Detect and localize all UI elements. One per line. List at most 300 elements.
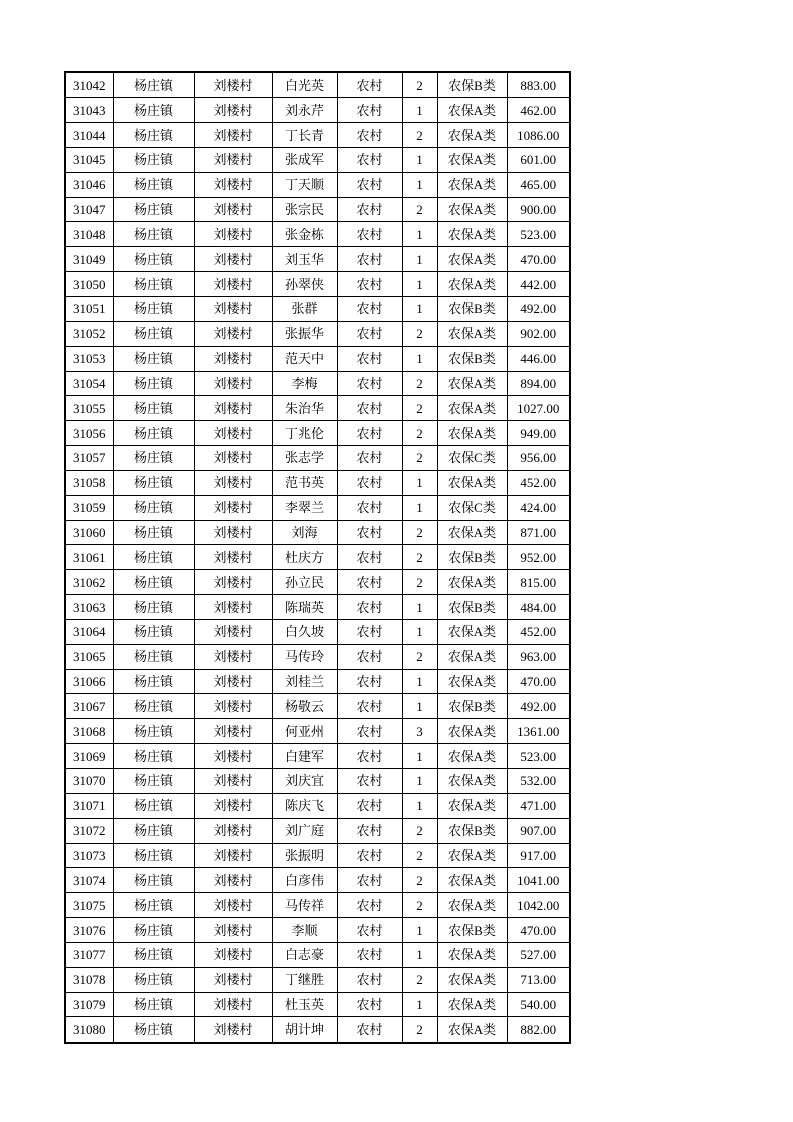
cell-amount: 471.00 [507, 793, 570, 818]
cell-insurance-category: 农保A类 [437, 570, 507, 595]
cell-residence-type: 农村 [337, 619, 402, 644]
table-row [65, 570, 570, 595]
table-body [65, 72, 570, 1043]
cell-village: 刘楼村 [194, 197, 272, 222]
cell-record-id: 31051 [65, 296, 113, 321]
table-row [65, 769, 570, 794]
cell-record-id: 31057 [65, 446, 113, 471]
cell-insurance-category: 农保A类 [437, 421, 507, 446]
cell-town: 杨庄镇 [113, 992, 194, 1017]
cell-residence-type: 农村 [337, 719, 402, 744]
cell-residence-type: 农村 [337, 992, 402, 1017]
cell-village: 刘楼村 [194, 818, 272, 843]
cell-residence-type: 农村 [337, 843, 402, 868]
cell-person-count: 2 [402, 421, 437, 446]
cell-amount: 871.00 [507, 520, 570, 545]
cell-town: 杨庄镇 [113, 470, 194, 495]
cell-village: 刘楼村 [194, 992, 272, 1017]
cell-village: 刘楼村 [194, 967, 272, 992]
cell-residence-type: 农村 [337, 346, 402, 371]
cell-town: 杨庄镇 [113, 967, 194, 992]
cell-residence-type: 农村 [337, 222, 402, 247]
cell-record-id: 31068 [65, 719, 113, 744]
cell-person-name: 刘广庭 [272, 818, 337, 843]
cell-person-count: 1 [402, 470, 437, 495]
cell-insurance-category: 农保B类 [437, 545, 507, 570]
cell-amount: 713.00 [507, 967, 570, 992]
cell-record-id: 31063 [65, 595, 113, 620]
cell-town: 杨庄镇 [113, 123, 194, 148]
cell-record-id: 31055 [65, 396, 113, 421]
cell-person-name: 白彦伟 [272, 868, 337, 893]
cell-amount: 882.00 [507, 1017, 570, 1043]
cell-record-id: 31062 [65, 570, 113, 595]
cell-residence-type: 农村 [337, 197, 402, 222]
cell-insurance-category: 农保A类 [437, 967, 507, 992]
table-row [65, 321, 570, 346]
cell-person-count: 2 [402, 843, 437, 868]
cell-amount: 900.00 [507, 197, 570, 222]
cell-person-count: 1 [402, 247, 437, 272]
cell-village: 刘楼村 [194, 868, 272, 893]
cell-insurance-category: 农保A类 [437, 98, 507, 123]
cell-record-id: 31065 [65, 644, 113, 669]
cell-amount: 424.00 [507, 495, 570, 520]
cell-town: 杨庄镇 [113, 893, 194, 918]
cell-record-id: 31058 [65, 470, 113, 495]
cell-person-name: 杜玉英 [272, 992, 337, 1017]
cell-insurance-category: 农保B类 [437, 818, 507, 843]
cell-record-id: 31053 [65, 346, 113, 371]
table-row [65, 272, 570, 297]
cell-person-name: 张成军 [272, 147, 337, 172]
cell-town: 杨庄镇 [113, 769, 194, 794]
cell-person-count: 1 [402, 595, 437, 620]
cell-insurance-category: 农保A类 [437, 147, 507, 172]
cell-person-count: 1 [402, 172, 437, 197]
cell-residence-type: 农村 [337, 520, 402, 545]
cell-insurance-category: 农保A类 [437, 893, 507, 918]
cell-person-name: 丁兆伦 [272, 421, 337, 446]
cell-person-name: 白久坡 [272, 619, 337, 644]
cell-town: 杨庄镇 [113, 570, 194, 595]
cell-village: 刘楼村 [194, 172, 272, 197]
cell-insurance-category: 农保A类 [437, 669, 507, 694]
cell-person-name: 刘玉华 [272, 247, 337, 272]
cell-record-id: 31072 [65, 818, 113, 843]
cell-person-name: 张金栋 [272, 222, 337, 247]
cell-town: 杨庄镇 [113, 321, 194, 346]
cell-person-count: 2 [402, 818, 437, 843]
cell-person-name: 丁天顺 [272, 172, 337, 197]
cell-town: 杨庄镇 [113, 197, 194, 222]
cell-person-name: 何亚州 [272, 719, 337, 744]
cell-amount: 963.00 [507, 644, 570, 669]
cell-village: 刘楼村 [194, 619, 272, 644]
table-row [65, 669, 570, 694]
cell-record-id: 31069 [65, 744, 113, 769]
cell-insurance-category: 农保A类 [437, 992, 507, 1017]
table-row [65, 992, 570, 1017]
table-row [65, 421, 570, 446]
cell-village: 刘楼村 [194, 247, 272, 272]
cell-amount: 470.00 [507, 669, 570, 694]
cell-amount: 442.00 [507, 272, 570, 297]
cell-record-id: 31066 [65, 669, 113, 694]
cell-residence-type: 农村 [337, 918, 402, 943]
table-row [65, 222, 570, 247]
table-row [65, 644, 570, 669]
cell-insurance-category: 农保B类 [437, 72, 507, 98]
cell-village: 刘楼村 [194, 321, 272, 346]
cell-person-name: 孙翠侠 [272, 272, 337, 297]
cell-residence-type: 农村 [337, 495, 402, 520]
cell-town: 杨庄镇 [113, 719, 194, 744]
cell-village: 刘楼村 [194, 793, 272, 818]
cell-residence-type: 农村 [337, 470, 402, 495]
cell-amount: 523.00 [507, 222, 570, 247]
cell-person-name: 胡计坤 [272, 1017, 337, 1043]
cell-village: 刘楼村 [194, 669, 272, 694]
table-row [65, 172, 570, 197]
cell-residence-type: 农村 [337, 296, 402, 321]
cell-village: 刘楼村 [194, 694, 272, 719]
cell-town: 杨庄镇 [113, 1017, 194, 1043]
cell-residence-type: 农村 [337, 644, 402, 669]
cell-village: 刘楼村 [194, 421, 272, 446]
cell-amount: 1042.00 [507, 893, 570, 918]
cell-person-name: 陈瑞英 [272, 595, 337, 620]
cell-record-id: 31042 [65, 72, 113, 98]
cell-amount: 470.00 [507, 918, 570, 943]
cell-record-id: 31043 [65, 98, 113, 123]
cell-insurance-category: 农保C类 [437, 446, 507, 471]
cell-person-count: 1 [402, 98, 437, 123]
cell-record-id: 31044 [65, 123, 113, 148]
table-row [65, 147, 570, 172]
cell-village: 刘楼村 [194, 595, 272, 620]
cell-town: 杨庄镇 [113, 793, 194, 818]
cell-insurance-category: 农保A类 [437, 719, 507, 744]
cell-amount: 484.00 [507, 595, 570, 620]
cell-town: 杨庄镇 [113, 272, 194, 297]
cell-person-count: 1 [402, 346, 437, 371]
cell-record-id: 31061 [65, 545, 113, 570]
table-row [65, 619, 570, 644]
cell-amount: 902.00 [507, 321, 570, 346]
cell-person-name: 杜庆方 [272, 545, 337, 570]
cell-record-id: 31071 [65, 793, 113, 818]
cell-town: 杨庄镇 [113, 843, 194, 868]
cell-person-count: 2 [402, 396, 437, 421]
cell-residence-type: 农村 [337, 371, 402, 396]
cell-insurance-category: 农保A类 [437, 222, 507, 247]
cell-village: 刘楼村 [194, 570, 272, 595]
table-row [65, 296, 570, 321]
cell-person-name: 张振华 [272, 321, 337, 346]
cell-village: 刘楼村 [194, 371, 272, 396]
cell-insurance-category: 农保A类 [437, 396, 507, 421]
cell-record-id: 31076 [65, 918, 113, 943]
cell-person-name: 刘海 [272, 520, 337, 545]
cell-insurance-category: 农保A类 [437, 371, 507, 396]
table-row [65, 371, 570, 396]
cell-insurance-category: 农保A类 [437, 172, 507, 197]
cell-person-name: 张振明 [272, 843, 337, 868]
cell-person-count: 2 [402, 446, 437, 471]
cell-amount: 815.00 [507, 570, 570, 595]
cell-village: 刘楼村 [194, 893, 272, 918]
cell-residence-type: 农村 [337, 72, 402, 98]
cell-town: 杨庄镇 [113, 296, 194, 321]
table-row [65, 247, 570, 272]
table-row [65, 967, 570, 992]
cell-person-count: 1 [402, 769, 437, 794]
cell-village: 刘楼村 [194, 396, 272, 421]
table-row [65, 72, 570, 98]
cell-person-count: 1 [402, 147, 437, 172]
cell-person-count: 2 [402, 644, 437, 669]
cell-town: 杨庄镇 [113, 942, 194, 967]
cell-residence-type: 农村 [337, 147, 402, 172]
cell-person-count: 2 [402, 197, 437, 222]
table-row [65, 793, 570, 818]
cell-residence-type: 农村 [337, 868, 402, 893]
table-row [65, 893, 570, 918]
cell-amount: 883.00 [507, 72, 570, 98]
cell-residence-type: 农村 [337, 595, 402, 620]
cell-person-name: 范书英 [272, 470, 337, 495]
table-row [65, 818, 570, 843]
cell-town: 杨庄镇 [113, 172, 194, 197]
cell-town: 杨庄镇 [113, 98, 194, 123]
cell-record-id: 31079 [65, 992, 113, 1017]
cell-person-count: 2 [402, 72, 437, 98]
table-row [65, 595, 570, 620]
cell-town: 杨庄镇 [113, 918, 194, 943]
table-row [65, 545, 570, 570]
table-row [65, 744, 570, 769]
table-row [65, 918, 570, 943]
cell-village: 刘楼村 [194, 495, 272, 520]
cell-insurance-category: 农保A类 [437, 868, 507, 893]
cell-village: 刘楼村 [194, 222, 272, 247]
table-row [65, 843, 570, 868]
cell-town: 杨庄镇 [113, 595, 194, 620]
cell-person-name: 李梅 [272, 371, 337, 396]
cell-record-id: 31067 [65, 694, 113, 719]
cell-amount: 492.00 [507, 694, 570, 719]
cell-person-name: 张志学 [272, 446, 337, 471]
cell-amount: 894.00 [507, 371, 570, 396]
cell-amount: 465.00 [507, 172, 570, 197]
cell-person-count: 2 [402, 321, 437, 346]
cell-record-id: 31070 [65, 769, 113, 794]
cell-village: 刘楼村 [194, 520, 272, 545]
cell-person-name: 丁长青 [272, 123, 337, 148]
cell-record-id: 31047 [65, 197, 113, 222]
table-row [65, 446, 570, 471]
cell-village: 刘楼村 [194, 744, 272, 769]
cell-village: 刘楼村 [194, 843, 272, 868]
cell-village: 刘楼村 [194, 942, 272, 967]
cell-amount: 540.00 [507, 992, 570, 1017]
cell-person-count: 1 [402, 272, 437, 297]
cell-village: 刘楼村 [194, 346, 272, 371]
cell-insurance-category: 农保B类 [437, 694, 507, 719]
cell-amount: 949.00 [507, 421, 570, 446]
cell-record-id: 31059 [65, 495, 113, 520]
cell-person-name: 白建军 [272, 744, 337, 769]
cell-village: 刘楼村 [194, 719, 272, 744]
cell-person-count: 1 [402, 744, 437, 769]
cell-record-id: 31078 [65, 967, 113, 992]
cell-town: 杨庄镇 [113, 371, 194, 396]
cell-village: 刘楼村 [194, 545, 272, 570]
cell-residence-type: 农村 [337, 123, 402, 148]
cell-village: 刘楼村 [194, 98, 272, 123]
table-row [65, 396, 570, 421]
cell-insurance-category: 农保A类 [437, 619, 507, 644]
cell-record-id: 31050 [65, 272, 113, 297]
cell-record-id: 31048 [65, 222, 113, 247]
cell-residence-type: 农村 [337, 570, 402, 595]
cell-village: 刘楼村 [194, 446, 272, 471]
cell-person-count: 1 [402, 619, 437, 644]
cell-residence-type: 农村 [337, 172, 402, 197]
cell-town: 杨庄镇 [113, 446, 194, 471]
cell-amount: 452.00 [507, 619, 570, 644]
cell-town: 杨庄镇 [113, 545, 194, 570]
cell-residence-type: 农村 [337, 98, 402, 123]
cell-amount: 523.00 [507, 744, 570, 769]
cell-town: 杨庄镇 [113, 694, 194, 719]
cell-town: 杨庄镇 [113, 147, 194, 172]
cell-residence-type: 农村 [337, 744, 402, 769]
table-row [65, 942, 570, 967]
cell-town: 杨庄镇 [113, 868, 194, 893]
cell-insurance-category: 农保B类 [437, 296, 507, 321]
cell-insurance-category: 农保A类 [437, 272, 507, 297]
cell-record-id: 31054 [65, 371, 113, 396]
cell-person-count: 1 [402, 918, 437, 943]
cell-insurance-category: 农保A类 [437, 644, 507, 669]
cell-town: 杨庄镇 [113, 520, 194, 545]
table-row [65, 1017, 570, 1043]
cell-person-count: 2 [402, 371, 437, 396]
cell-person-name: 孙立民 [272, 570, 337, 595]
table-row [65, 470, 570, 495]
cell-town: 杨庄镇 [113, 247, 194, 272]
cell-person-count: 2 [402, 1017, 437, 1043]
table-row [65, 868, 570, 893]
cell-insurance-category: 农保A类 [437, 843, 507, 868]
cell-residence-type: 农村 [337, 942, 402, 967]
cell-person-name: 李翠兰 [272, 495, 337, 520]
cell-person-count: 2 [402, 967, 437, 992]
cell-record-id: 31074 [65, 868, 113, 893]
cell-insurance-category: 农保A类 [437, 470, 507, 495]
cell-amount: 956.00 [507, 446, 570, 471]
cell-amount: 952.00 [507, 545, 570, 570]
cell-residence-type: 农村 [337, 893, 402, 918]
cell-amount: 1361.00 [507, 719, 570, 744]
cell-record-id: 31052 [65, 321, 113, 346]
cell-person-count: 1 [402, 992, 437, 1017]
cell-person-count: 2 [402, 868, 437, 893]
cell-insurance-category: 农保C类 [437, 495, 507, 520]
cell-insurance-category: 农保A类 [437, 321, 507, 346]
cell-person-count: 2 [402, 893, 437, 918]
cell-person-count: 2 [402, 545, 437, 570]
table-row [65, 495, 570, 520]
table-row [65, 123, 570, 148]
cell-person-name: 白志豪 [272, 942, 337, 967]
table-row [65, 719, 570, 744]
cell-person-name: 马传祥 [272, 893, 337, 918]
cell-village: 刘楼村 [194, 296, 272, 321]
cell-record-id: 31064 [65, 619, 113, 644]
table-row [65, 694, 570, 719]
cell-town: 杨庄镇 [113, 222, 194, 247]
cell-person-name: 杨敬云 [272, 694, 337, 719]
cell-insurance-category: 农保A类 [437, 769, 507, 794]
cell-person-count: 1 [402, 942, 437, 967]
cell-amount: 1027.00 [507, 396, 570, 421]
cell-amount: 492.00 [507, 296, 570, 321]
cell-person-name: 白光英 [272, 72, 337, 98]
cell-person-name: 朱治华 [272, 396, 337, 421]
cell-person-name: 刘桂兰 [272, 669, 337, 694]
cell-person-name: 范天中 [272, 346, 337, 371]
cell-residence-type: 农村 [337, 321, 402, 346]
table-row [65, 346, 570, 371]
cell-record-id: 31077 [65, 942, 113, 967]
cell-town: 杨庄镇 [113, 644, 194, 669]
cell-person-count: 1 [402, 793, 437, 818]
cell-insurance-category: 农保A类 [437, 197, 507, 222]
cell-record-id: 31045 [65, 147, 113, 172]
cell-residence-type: 农村 [337, 967, 402, 992]
cell-amount: 1086.00 [507, 123, 570, 148]
cell-person-name: 张宗民 [272, 197, 337, 222]
cell-amount: 601.00 [507, 147, 570, 172]
table-row [65, 98, 570, 123]
cell-person-name: 刘庆宜 [272, 769, 337, 794]
cell-person-count: 2 [402, 520, 437, 545]
cell-village: 刘楼村 [194, 147, 272, 172]
cell-person-count: 3 [402, 719, 437, 744]
cell-insurance-category: 农保B类 [437, 918, 507, 943]
cell-amount: 527.00 [507, 942, 570, 967]
cell-amount: 917.00 [507, 843, 570, 868]
cell-insurance-category: 农保A类 [437, 793, 507, 818]
cell-town: 杨庄镇 [113, 669, 194, 694]
cell-amount: 907.00 [507, 818, 570, 843]
cell-person-name: 陈庆飞 [272, 793, 337, 818]
cell-residence-type: 农村 [337, 1017, 402, 1043]
cell-village: 刘楼村 [194, 470, 272, 495]
cell-person-count: 1 [402, 222, 437, 247]
cell-residence-type: 农村 [337, 669, 402, 694]
cell-village: 刘楼村 [194, 1017, 272, 1043]
cell-insurance-category: 农保A类 [437, 247, 507, 272]
cell-insurance-category: 农保B类 [437, 595, 507, 620]
cell-record-id: 31049 [65, 247, 113, 272]
cell-town: 杨庄镇 [113, 495, 194, 520]
cell-record-id: 31056 [65, 421, 113, 446]
cell-town: 杨庄镇 [113, 72, 194, 98]
